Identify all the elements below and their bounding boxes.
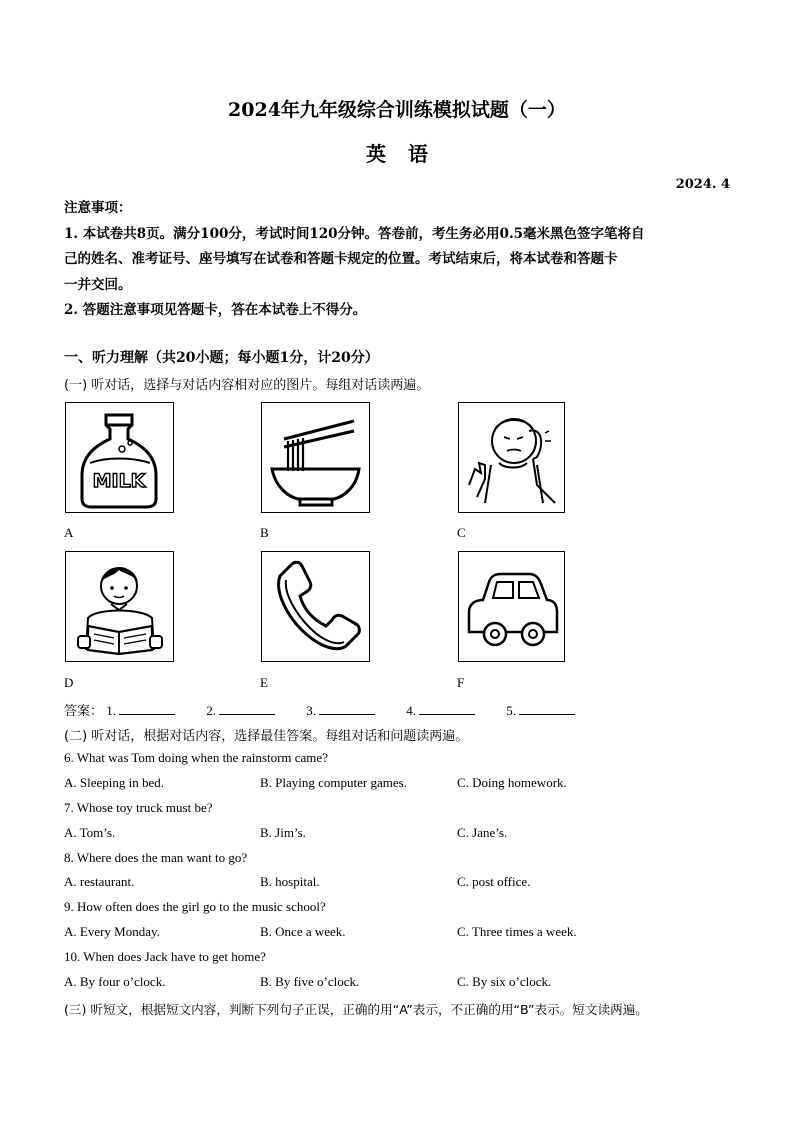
picture-f-label: F	[457, 675, 465, 690]
notes-item2: 2. 答题注意事项见答题卡，答在本试卷上不得分。	[64, 302, 367, 318]
question-10-option-c: C. By six o’clock.	[457, 974, 552, 989]
answer-blank-3[interactable]	[319, 703, 375, 715]
telephone-icon	[262, 552, 369, 661]
notes-block	[64, 196, 732, 324]
picture-b-label: B	[260, 525, 269, 540]
answer-label: 答案：	[64, 704, 104, 719]
toothache-boy-icon	[459, 403, 564, 512]
question-6-option-a: A. Sleeping in bed.	[64, 775, 165, 790]
picture-c-label: C	[457, 525, 466, 540]
picture-a	[65, 402, 174, 513]
answer-blank-4-label: 4.	[406, 703, 417, 718]
question-8: 8. Where does the man want to go?	[64, 850, 248, 865]
car-icon	[459, 552, 564, 661]
question-7-option-c: C. Jane’s.	[457, 825, 508, 840]
answer-blank-5[interactable]	[519, 703, 575, 715]
question-6-option-b: B. Playing computer games.	[260, 775, 407, 790]
question-9-option-a: A. Every Monday.	[64, 924, 160, 939]
picture-b	[261, 402, 370, 513]
notes-item1-line2: 己的姓名、准考证号、座号填写在试卷和答题卡规定的位置。考试结束后，将本试卷和答题卡	[64, 251, 618, 267]
question-9-option-c: C. Three times a week.	[457, 924, 577, 939]
question-7: 7. Whose toy truck must be?	[64, 800, 213, 815]
question-8-option-b: B. hospital.	[260, 874, 320, 889]
question-8-option-c: C. post office.	[457, 874, 531, 889]
picture-a-label: A	[64, 525, 74, 540]
notes-item1-line3: 一并交回。	[64, 276, 132, 293]
question-7-option-a: A. Tom’s.	[64, 825, 116, 840]
question-9-option-b: B. Once a week.	[260, 924, 346, 939]
answer-blank-1[interactable]	[119, 703, 175, 715]
reading-boy-icon	[66, 552, 173, 661]
exam-title: 2024年九年级综合训练模拟试题（一）	[228, 99, 566, 121]
picture-c	[458, 402, 565, 513]
question-7-option-b: B. Jim’s.	[260, 825, 306, 840]
question-10-option-a: A. By four o’clock.	[64, 974, 166, 989]
question-6: 6. What was Tom doing when the rainstorm came?	[64, 750, 328, 765]
answer-blank-2[interactable]	[219, 703, 275, 715]
picture-d	[65, 551, 174, 662]
question-8-option-a: A. restaurant.	[64, 874, 135, 889]
question-10-option-b: B. By five o’clock.	[260, 974, 360, 989]
section1-title: 一、听力理解（共20小题；每小题1分，计20分）	[64, 350, 379, 366]
picture-f	[458, 551, 565, 662]
answer-blank-1-label: 1.	[106, 703, 117, 718]
question-9: 9. How often does the girl go to the music school?	[64, 899, 326, 914]
picture-d-label: D	[64, 675, 74, 690]
answer-blank-2-label: 2.	[206, 703, 217, 718]
notes-item1-line1: 1. 本试卷共8页。满分100分，考试时间120分钟。答卷前，考生务必用0.5毫米黑色签字笔将自	[64, 225, 645, 242]
answer-blank-3-label: 3.	[306, 703, 317, 718]
noodle-bowl-icon	[262, 403, 369, 512]
picture-e	[261, 551, 370, 662]
notes-heading: 注意事项：	[64, 200, 132, 216]
picture-e-label: E	[260, 675, 268, 690]
answer-blank-5-label: 5.	[506, 703, 517, 718]
answer-blank-4[interactable]	[419, 703, 475, 715]
part3-instruction: (三) 听短文，根据短文内容，判断下列句子正误，正确的用“A”表示，不正确的用“B”表示。短文读两遍。	[64, 1002, 648, 1017]
svg-text:MILK: MILK	[92, 470, 146, 492]
exam-subject: 英语	[366, 142, 450, 166]
answer-row	[64, 700, 603, 719]
part1-instruction: (一) 听对话，选择与对话内容相对应的图片。每组对话读两遍。	[64, 378, 430, 393]
milk-bottle-icon	[66, 403, 173, 512]
question-10: 10. When does Jack have to get home?	[64, 949, 266, 964]
exam-date: 2024. 4	[675, 177, 730, 192]
part2-instruction: (二) 听对话，根据对话内容，选择最佳答案。每组对话和问题读两遍。	[64, 729, 469, 744]
question-6-option-c: C. Doing homework.	[457, 775, 567, 790]
